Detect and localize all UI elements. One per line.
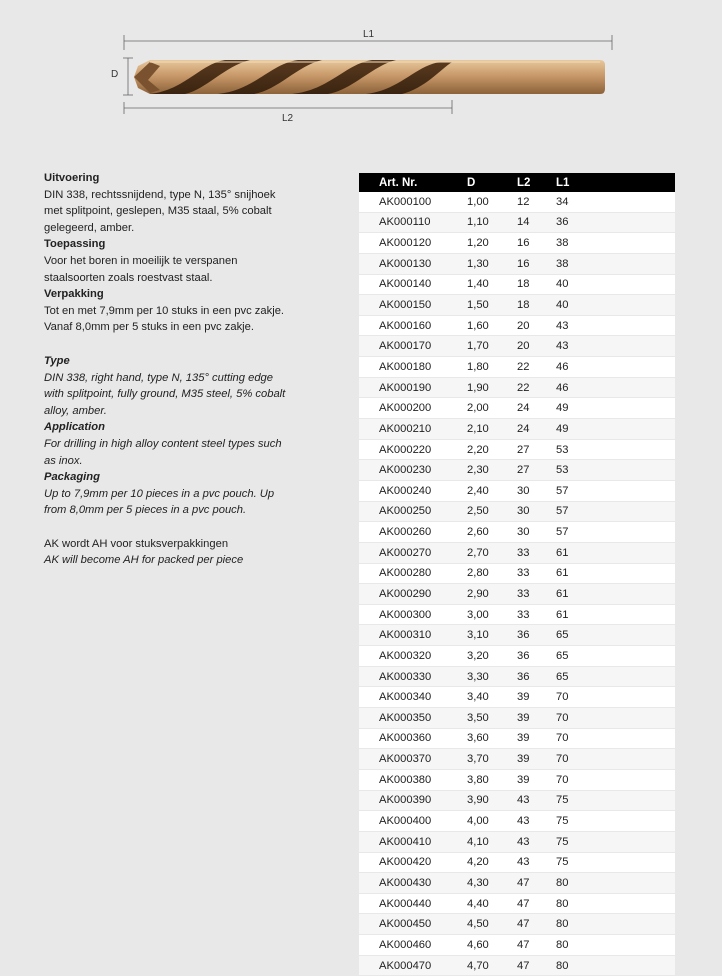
table-row xyxy=(359,790,675,811)
cell-art-nr: AK000120 xyxy=(359,233,467,254)
table-row xyxy=(359,439,675,460)
cell-l1: 57 xyxy=(556,480,675,501)
header-l1: L1 xyxy=(556,173,675,192)
text-uitvoering: DIN 338, rechtssnijdend, type N, 135° snijhoek met splitpoint, geslepen, M35 staal, 5% cobalt gelegeerd, amber. xyxy=(44,188,276,234)
cell-l2: 30 xyxy=(517,501,556,522)
cell-d: 2,40 xyxy=(467,480,517,501)
cell-l1: 65 xyxy=(556,625,675,646)
cell-d: 4,30 xyxy=(467,873,517,894)
cell-art-nr: AK000140 xyxy=(359,274,467,295)
cell-art-nr: AK000130 xyxy=(359,253,467,274)
cell-l2: 33 xyxy=(517,604,556,625)
cell-art-nr: AK000100 xyxy=(359,192,467,212)
cell-l2: 33 xyxy=(517,584,556,605)
cell-d: 1,10 xyxy=(467,212,517,233)
cell-art-nr: AK000300 xyxy=(359,604,467,625)
cell-l2: 39 xyxy=(517,728,556,749)
table-row xyxy=(359,460,675,481)
table-row xyxy=(359,811,675,832)
cell-art-nr: AK000370 xyxy=(359,749,467,770)
drill-diagram xyxy=(0,0,722,150)
heading-toepassing: Toepassing xyxy=(44,238,106,251)
cell-l2: 39 xyxy=(517,769,556,790)
heading-application: Application xyxy=(44,421,105,434)
cell-l2: 30 xyxy=(517,480,556,501)
cell-l1: 80 xyxy=(556,893,675,914)
table-row xyxy=(359,646,675,667)
cell-l2: 12 xyxy=(517,192,556,212)
cell-d: 3,10 xyxy=(467,625,517,646)
table-row xyxy=(359,687,675,708)
cell-l1: 49 xyxy=(556,398,675,419)
note-nl: AK wordt AH voor stuksverpakkingen xyxy=(44,537,229,550)
table-row xyxy=(359,728,675,749)
cell-l2: 16 xyxy=(517,253,556,274)
cell-art-nr: AK000250 xyxy=(359,501,467,522)
cell-d: 3,60 xyxy=(467,728,517,749)
cell-l2: 18 xyxy=(517,295,556,316)
cell-l1: 70 xyxy=(556,749,675,770)
cell-l2: 33 xyxy=(517,542,556,563)
cell-art-nr: AK000220 xyxy=(359,439,467,460)
cell-d: 3,80 xyxy=(467,769,517,790)
cell-d: 1,50 xyxy=(467,295,517,316)
table-row xyxy=(359,563,675,584)
cell-d: 2,30 xyxy=(467,460,517,481)
description-column xyxy=(44,170,294,569)
cell-d: 3,50 xyxy=(467,708,517,729)
cell-art-nr: AK000350 xyxy=(359,708,467,729)
cell-l2: 43 xyxy=(517,811,556,832)
table-row xyxy=(359,398,675,419)
note-en: AK will become AH for packed per piece xyxy=(44,554,244,567)
table-row xyxy=(359,274,675,295)
cell-art-nr: AK000440 xyxy=(359,893,467,914)
cell-l2: 24 xyxy=(517,419,556,440)
cell-l2: 18 xyxy=(517,274,556,295)
cell-l1: 38 xyxy=(556,253,675,274)
cell-d: 1,30 xyxy=(467,253,517,274)
cell-art-nr: AK000280 xyxy=(359,563,467,584)
cell-l1: 61 xyxy=(556,563,675,584)
table-row xyxy=(359,666,675,687)
spec-table xyxy=(359,173,675,976)
cell-d: 2,80 xyxy=(467,563,517,584)
cell-l1: 65 xyxy=(556,646,675,667)
cell-d: 1,70 xyxy=(467,336,517,357)
table-row xyxy=(359,749,675,770)
cell-d: 4,60 xyxy=(467,935,517,956)
header-d: D xyxy=(467,173,517,192)
cell-l1: 70 xyxy=(556,728,675,749)
cell-d: 1,20 xyxy=(467,233,517,254)
cell-d: 3,90 xyxy=(467,790,517,811)
cell-l2: 33 xyxy=(517,563,556,584)
cell-d: 1,60 xyxy=(467,315,517,336)
cell-l2: 14 xyxy=(517,212,556,233)
cell-l1: 46 xyxy=(556,357,675,378)
table-row xyxy=(359,893,675,914)
cell-art-nr: AK000240 xyxy=(359,480,467,501)
text-packaging: Up to 7,9mm per 10 pieces in a pvc pouch. Up from 8,0mm per 5 pieces in a pvc pouch. xyxy=(44,487,275,517)
table-body xyxy=(359,192,675,976)
cell-l1: 46 xyxy=(556,377,675,398)
cell-art-nr: AK000110 xyxy=(359,212,467,233)
cell-l1: 65 xyxy=(556,666,675,687)
cell-l1: 34 xyxy=(556,192,675,212)
cell-art-nr: AK000330 xyxy=(359,666,467,687)
table-row xyxy=(359,955,675,976)
cell-d: 2,60 xyxy=(467,522,517,543)
cell-l1: 43 xyxy=(556,315,675,336)
cell-l1: 40 xyxy=(556,274,675,295)
cell-l1: 80 xyxy=(556,935,675,956)
table-row xyxy=(359,831,675,852)
cell-l2: 27 xyxy=(517,460,556,481)
cell-l2: 36 xyxy=(517,625,556,646)
cell-l1: 70 xyxy=(556,687,675,708)
text-application: For drilling in high alloy content steel types such as inox. xyxy=(44,437,282,467)
table-row xyxy=(359,852,675,873)
cell-l1: 40 xyxy=(556,295,675,316)
cell-l2: 20 xyxy=(517,315,556,336)
cell-l1: 75 xyxy=(556,852,675,873)
table-row xyxy=(359,315,675,336)
cell-d: 1,00 xyxy=(467,192,517,212)
cell-l2: 36 xyxy=(517,666,556,687)
drill-illustration xyxy=(0,0,722,150)
cell-l2: 36 xyxy=(517,646,556,667)
cell-l2: 43 xyxy=(517,790,556,811)
cell-l1: 43 xyxy=(556,336,675,357)
cell-l1: 49 xyxy=(556,419,675,440)
cell-l2: 20 xyxy=(517,336,556,357)
cell-l1: 36 xyxy=(556,212,675,233)
cell-d: 4,20 xyxy=(467,852,517,873)
d-label: D xyxy=(111,69,119,80)
table-row xyxy=(359,212,675,233)
table-row xyxy=(359,357,675,378)
table-row xyxy=(359,542,675,563)
cell-l2: 47 xyxy=(517,914,556,935)
cell-art-nr: AK000430 xyxy=(359,873,467,894)
cell-d: 2,10 xyxy=(467,419,517,440)
cell-l1: 53 xyxy=(556,460,675,481)
cell-art-nr: AK000270 xyxy=(359,542,467,563)
cell-l1: 80 xyxy=(556,873,675,894)
cell-art-nr: AK000390 xyxy=(359,790,467,811)
cell-l2: 47 xyxy=(517,935,556,956)
cell-l1: 61 xyxy=(556,584,675,605)
table-row xyxy=(359,501,675,522)
text-type: DIN 338, right hand, type N, 135° cutting edge with splitpoint, fully ground, M35 steel, 5% cobalt alloy, amber. xyxy=(44,371,286,417)
table-row xyxy=(359,914,675,935)
cell-l2: 47 xyxy=(517,873,556,894)
cell-d: 3,00 xyxy=(467,604,517,625)
cell-l2: 27 xyxy=(517,439,556,460)
table-header-row xyxy=(359,173,675,192)
cell-art-nr: AK000200 xyxy=(359,398,467,419)
cell-art-nr: AK000310 xyxy=(359,625,467,646)
cell-d: 3,30 xyxy=(467,666,517,687)
cell-l2: 43 xyxy=(517,831,556,852)
cell-l2: 16 xyxy=(517,233,556,254)
cell-art-nr: AK000210 xyxy=(359,419,467,440)
cell-l1: 75 xyxy=(556,831,675,852)
cell-art-nr: AK000160 xyxy=(359,315,467,336)
cell-d: 1,90 xyxy=(467,377,517,398)
cell-d: 2,20 xyxy=(467,439,517,460)
cell-l1: 70 xyxy=(556,769,675,790)
cell-l2: 22 xyxy=(517,357,556,378)
cell-l2: 22 xyxy=(517,377,556,398)
table-row xyxy=(359,604,675,625)
header-l2: L2 xyxy=(517,173,556,192)
cell-l1: 70 xyxy=(556,708,675,729)
cell-l1: 53 xyxy=(556,439,675,460)
heading-packaging: Packaging xyxy=(44,471,100,484)
table-row xyxy=(359,480,675,501)
text-verpakking: Tot en met 7,9mm per 10 stuks in een pvc zakje. Vanaf 8,0mm per 5 stuks in een pvc zakje. xyxy=(44,304,285,334)
cell-art-nr: AK000410 xyxy=(359,831,467,852)
cell-d: 1,80 xyxy=(467,357,517,378)
cell-art-nr: AK000180 xyxy=(359,357,467,378)
cell-d: 2,50 xyxy=(467,501,517,522)
cell-l1: 80 xyxy=(556,914,675,935)
cell-l1: 38 xyxy=(556,233,675,254)
cell-l2: 47 xyxy=(517,893,556,914)
cell-d: 4,70 xyxy=(467,955,517,976)
heading-uitvoering: Uitvoering xyxy=(44,172,100,184)
cell-d: 2,90 xyxy=(467,584,517,605)
heading-type: Type xyxy=(44,354,70,367)
cell-l1: 75 xyxy=(556,811,675,832)
cell-art-nr: AK000470 xyxy=(359,955,467,976)
heading-verpakking: Verpakking xyxy=(44,288,104,301)
cell-art-nr: AK000450 xyxy=(359,914,467,935)
cell-l2: 39 xyxy=(517,687,556,708)
l1-label: L1 xyxy=(363,29,375,40)
cell-d: 3,70 xyxy=(467,749,517,770)
cell-l2: 43 xyxy=(517,852,556,873)
table-row xyxy=(359,625,675,646)
cell-l2: 39 xyxy=(517,708,556,729)
header-art-nr: Art. Nr. xyxy=(359,173,467,192)
cell-l1: 61 xyxy=(556,604,675,625)
cell-l1: 57 xyxy=(556,522,675,543)
cell-d: 2,70 xyxy=(467,542,517,563)
table-row xyxy=(359,769,675,790)
cell-art-nr: AK000420 xyxy=(359,852,467,873)
cell-art-nr: AK000460 xyxy=(359,935,467,956)
cell-art-nr: AK000290 xyxy=(359,584,467,605)
cell-l2: 30 xyxy=(517,522,556,543)
cell-l2: 47 xyxy=(517,955,556,976)
cell-d: 4,40 xyxy=(467,893,517,914)
table-row xyxy=(359,584,675,605)
table-row xyxy=(359,233,675,254)
cell-l1: 57 xyxy=(556,501,675,522)
table-row xyxy=(359,253,675,274)
table-row xyxy=(359,419,675,440)
cell-art-nr: AK000380 xyxy=(359,769,467,790)
cell-art-nr: AK000170 xyxy=(359,336,467,357)
cell-art-nr: AK000150 xyxy=(359,295,467,316)
l2-label: L2 xyxy=(282,113,294,124)
table-row xyxy=(359,522,675,543)
cell-d: 4,50 xyxy=(467,914,517,935)
table-row xyxy=(359,336,675,357)
text-toepassing: Voor het boren in moeilijk te verspanen staalsoorten zoals roestvast staal. xyxy=(44,254,238,284)
table-row xyxy=(359,377,675,398)
cell-art-nr: AK000320 xyxy=(359,646,467,667)
table-row xyxy=(359,295,675,316)
cell-l2: 39 xyxy=(517,749,556,770)
cell-art-nr: AK000230 xyxy=(359,460,467,481)
cell-art-nr: AK000340 xyxy=(359,687,467,708)
cell-art-nr: AK000360 xyxy=(359,728,467,749)
cell-art-nr: AK000400 xyxy=(359,811,467,832)
cell-art-nr: AK000190 xyxy=(359,377,467,398)
cell-d: 4,00 xyxy=(467,811,517,832)
cell-d: 4,10 xyxy=(467,831,517,852)
table-row xyxy=(359,873,675,894)
cell-d: 3,20 xyxy=(467,646,517,667)
cell-l2: 24 xyxy=(517,398,556,419)
cell-art-nr: AK000260 xyxy=(359,522,467,543)
cell-d: 1,40 xyxy=(467,274,517,295)
table-row xyxy=(359,708,675,729)
cell-l1: 61 xyxy=(556,542,675,563)
table-row xyxy=(359,935,675,956)
cell-d: 2,00 xyxy=(467,398,517,419)
cell-l1: 75 xyxy=(556,790,675,811)
table-row xyxy=(359,192,675,212)
cell-l1: 80 xyxy=(556,955,675,976)
cell-d: 3,40 xyxy=(467,687,517,708)
